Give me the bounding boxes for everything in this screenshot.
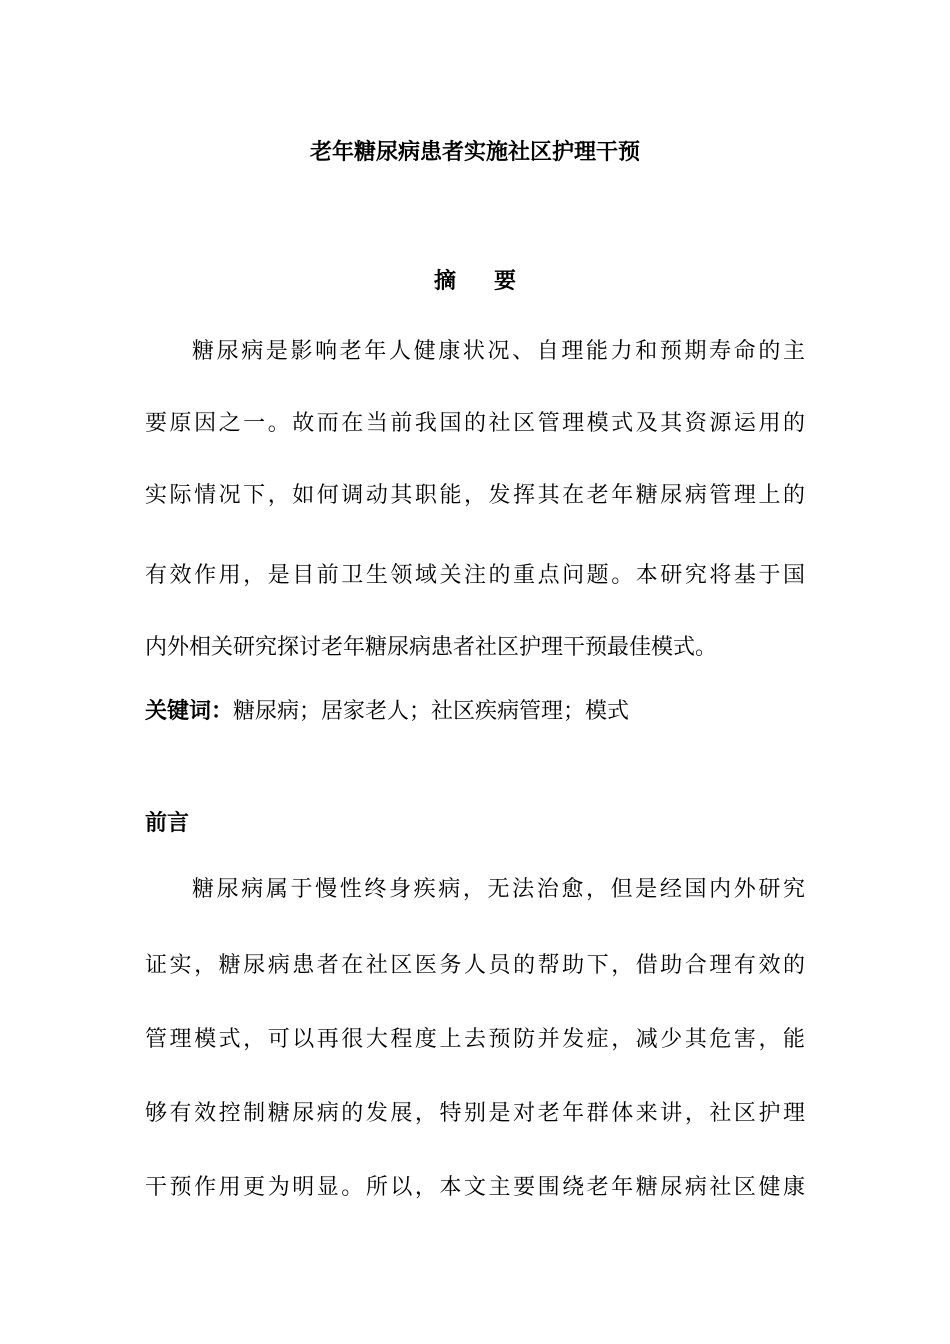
abstract-heading-char-1: 摘 (433, 269, 456, 294)
abstract-line-4: 有效作用，是目前卫生领域关注的重点问题。本研究将基于国 (145, 563, 805, 588)
page-title: 老年糖尿病患者实施社区护理干预 (309, 140, 640, 165)
abstract-heading-char-2: 要 (494, 269, 517, 294)
preface-line-1: 糖尿病属于慢性终身疾病，无法治愈，但是经国内外研究 (192, 877, 805, 902)
abstract-heading (0, 266, 950, 298)
keywords-label: 关键词： (145, 699, 234, 724)
abstract-line-5: 内外相关研究探讨老年糖尿病患者社区护理干预最佳模式。 (145, 635, 718, 660)
preface-line-3: 管理模式，可以再很大程度上去预防并发症，减少其危害，能 (145, 1027, 805, 1052)
preface-line-4: 够有效控制糖尿病的发展，特别是对老年群体来讲，社区护理 (145, 1101, 805, 1126)
preface-line-5: 干预作用更为明显。所以，本文主要围绕老年糖尿病社区健康 (145, 1175, 805, 1200)
keywords-text: 糖尿病；居家老人；社区疾病管理；模式 (233, 699, 630, 724)
preface-line-2: 证实，糖尿病患者在社区医务人员的帮助下，借助合理有效的 (145, 953, 805, 978)
abstract-line-3: 实际情况下，如何调动其职能，发挥其在老年糖尿病管理上的 (145, 483, 805, 508)
abstract-line-1: 糖尿病是影响老年人健康状况、自理能力和预期寿命的主 (192, 339, 805, 364)
keywords (145, 696, 629, 728)
section-heading-preface: 前言 (145, 811, 190, 836)
abstract-line-2: 要原因之一。故而在当前我国的社区管理模式及其资源运用的 (145, 411, 805, 436)
